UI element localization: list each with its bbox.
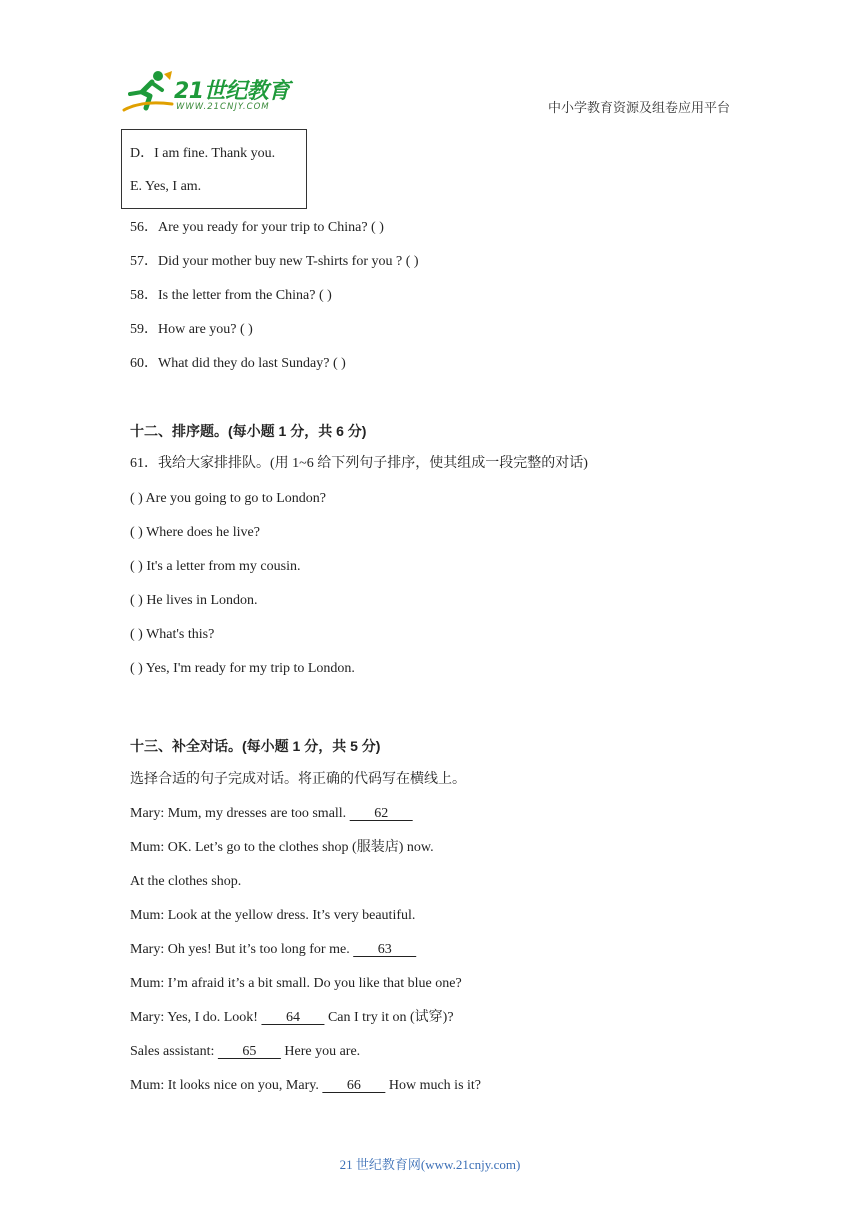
dialogue-line — [130, 941, 416, 959]
ordering-item: ( ) What's this? — [130, 627, 215, 642]
question-60: 60．What did they do last Sunday? ( ) — [130, 356, 346, 371]
dialogue-text: Can I try it on (试穿)? — [324, 1010, 454, 1025]
dialogue-line — [130, 805, 413, 823]
section-12-heading: 十二、排序题。(每小题 1 分，共 6 分) — [130, 423, 367, 439]
dialogue-text: How much is it? — [385, 1078, 482, 1093]
footer-link[interactable]: 21 世纪教育网(www.21cnjy.com) — [339, 1157, 521, 1172]
dialogue-text: Mum: It looks nice on you, Mary. — [130, 1078, 323, 1093]
option-d: D．I am fine. Thank you. — [130, 146, 276, 161]
dialogue-line — [130, 1043, 360, 1061]
site-logo[interactable] — [122, 70, 292, 116]
dialogue-line — [130, 1009, 454, 1027]
answer-blank-64[interactable]: 64 — [261, 1010, 325, 1025]
section-13-heading: 十三、补全对话。(每小题 1 分，共 5 分) — [130, 738, 381, 754]
ordering-item: ( ) Are you going to go to London? — [130, 491, 326, 506]
section-13-instruction: 选择合适的句子完成对话。将正确的代码写在横线上。 — [130, 772, 466, 787]
logo-url: WWW.21CNJY.COM — [176, 102, 270, 112]
runner-logo-icon — [122, 70, 174, 114]
dialogue-line: Mum: I’m afraid it’s a bit small. Do you like that blue one? — [130, 976, 462, 991]
dialogue-text: Mary: Oh yes! But it’s too long for me. — [130, 942, 354, 957]
dialogue-line: At the clothes shop. — [130, 874, 242, 889]
option-e: E. Yes, I am. — [130, 179, 202, 194]
dialogue-text: Here you are. — [280, 1044, 361, 1059]
ordering-item: ( ) Yes, I'm ready for my trip to London. — [130, 661, 355, 676]
answer-options-box — [121, 129, 307, 209]
question-57: 57．Did your mother buy new T-shirts for you ? ( ) — [130, 254, 419, 269]
answer-blank-66[interactable]: 66 — [322, 1078, 386, 1093]
dialogue-line — [130, 1077, 481, 1095]
dialogue-text: Mary: Yes, I do. Look! — [130, 1010, 262, 1025]
answer-blank-65[interactable]: 65 — [217, 1044, 281, 1059]
platform-title: 中小学教育资源及组卷应用平台 — [547, 100, 730, 115]
dialogue-line: Mum: Look at the yellow dress. It’s very beautiful. — [130, 908, 416, 923]
question-56: 56．Are you ready for your trip to China? ( ) — [130, 220, 384, 235]
question-59: 59．How are you? ( ) — [130, 322, 253, 337]
section-12-instruction: 61．我给大家排排队。(用 1~6 给下列句子排序，使其组成一段完整的对话) — [130, 456, 588, 471]
ordering-item: ( ) It's a letter from my cousin. — [130, 559, 301, 574]
ordering-item: ( ) Where does he live? — [130, 525, 260, 540]
dialogue-text: Sales assistant: — [130, 1044, 218, 1059]
logo-text: 21世纪教育 — [174, 79, 290, 104]
answer-blank-63[interactable]: 63 — [353, 942, 417, 957]
answer-blank-62[interactable]: 62 — [349, 806, 413, 821]
ordering-item: ( ) He lives in London. — [130, 593, 258, 608]
dialogue-line: Mum: OK. Let’s go to the clothes shop (服装店) now. — [130, 840, 434, 855]
question-58: 58．Is the letter from the China? ( ) — [130, 288, 332, 303]
dialogue-text: Mary: Mum, my dresses are too small. — [130, 806, 350, 821]
page-header — [0, 0, 860, 130]
